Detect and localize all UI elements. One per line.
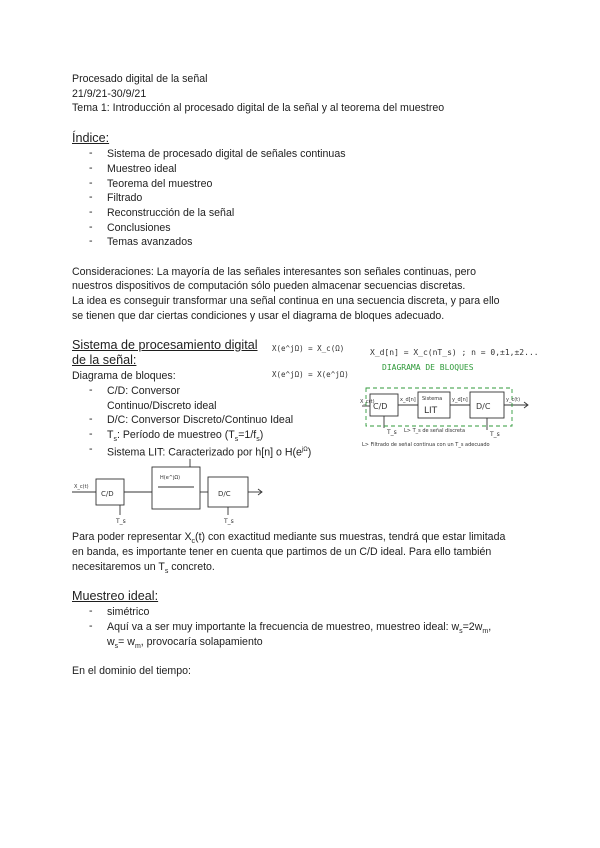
paragraph-line: Para poder representar $X_c(t)$ con exactitud mediante sus muestras, tendrá que estar limitada [72, 531, 506, 546]
sampling-item: Aquí va a ser muy importante la frecuencia de muestreo, muestreo ideal: $w_s=2w_m$, [107, 621, 492, 636]
handwritten-note: X(e^jΩ) = X_c(Ω) [272, 344, 345, 353]
considerations-line: La idea es conseguir transformar una señal continua en una secuencia discreta, y para ello [72, 295, 500, 307]
small-label-ts: T_s [116, 518, 126, 525]
doc-dates: 21/9/21-30/9/21 [72, 88, 147, 100]
system-item-cd-cont: Continuo/Discreto ideal [107, 400, 217, 412]
small-block-diagram-sketch [72, 457, 272, 525]
considerations-line: Consideraciones: La mayoría de las señales interesantes son señales continuas, pero [72, 266, 476, 278]
time-domain-heading: En el dominio del tiempo: [72, 665, 191, 677]
block-lit-label: LIT [424, 406, 438, 416]
small-label-h: H(e^jΩ) [160, 475, 181, 481]
system-item-ts: $T_s$: Período de muestreo $(T_s=1/f_s)$ [107, 429, 264, 444]
index-item: Filtrado [107, 192, 143, 204]
doc-topic: Tema 1: Introducción al procesado digital de la señal y al teorema del muestreo [72, 102, 445, 114]
bullet-dash: - [89, 384, 93, 396]
label-yc: y_c(t) [506, 397, 521, 403]
sampling-item: simétrico [107, 606, 150, 618]
note-bottom-1: L> T_s de señal discreta [404, 428, 466, 434]
index-item: Temas avanzados [107, 236, 193, 248]
index-item: Conclusiones [107, 222, 171, 234]
label-xc: X_c(t) [360, 399, 375, 405]
bullet-dash: - [89, 413, 93, 425]
handwritten-note: X_d[n] = X_c(nT_s) ; n = 0,±1,±2... [370, 348, 539, 357]
bullet-dash: - [89, 221, 93, 233]
small-block-cd: C/D [101, 490, 114, 498]
bullet-dash: - [89, 235, 93, 247]
considerations-line: se tienen que dar ciertas condiciones y usar el diagrama de bloques adecuado. [72, 310, 445, 322]
bullet-dash: - [89, 428, 93, 440]
bullet-dash: - [89, 162, 93, 174]
index-item: Muestreo ideal [107, 163, 177, 175]
block-dc-label: D/C [476, 402, 491, 411]
bullet-dash: - [89, 443, 93, 455]
block-cd-label: C/D [373, 402, 388, 411]
considerations-line: nuestros dispositivos de computación sólo pueden almacenar secuencias discretas. [72, 280, 466, 292]
paragraph-line: necesitaremos un $T_s$ concreto. [72, 561, 215, 576]
label-xd: x_d[n] [400, 397, 416, 403]
doc-title: Procesado digital de la señal [72, 73, 208, 85]
system-heading-2: de la señal: [72, 353, 137, 367]
diagram-label: Diagrama de bloques: [72, 370, 176, 382]
handwritten-note: X(e^jΩ) = X(e^jΩ) [272, 370, 349, 379]
small-label-ts-2: T_s [224, 518, 234, 525]
sampling-heading: Muestreo ideal: [72, 589, 159, 603]
label-ts-2: T_s [490, 431, 500, 438]
bullet-dash: - [89, 191, 93, 203]
label-ts: T_s [387, 429, 397, 436]
label-yd: y_d[n] [452, 397, 468, 403]
system-heading: Sistema de procesamiento digital [72, 338, 258, 352]
block-lit [152, 467, 200, 509]
bullet-dash: - [89, 177, 93, 189]
bullet-dash: - [89, 147, 93, 159]
small-block-dc: D/C [218, 490, 231, 498]
note-bottom-2: L> Filtrado de señal continua con un T_s adecuado [362, 442, 490, 448]
block-diagram-sketch [360, 376, 535, 456]
bullet-dash: - [89, 206, 93, 218]
block-lit-top-label: Sistema [422, 396, 443, 402]
sampling-item-cont: $w_s= w_m$, provocaría solapamiento [107, 636, 263, 651]
small-label-xc: X_c(t) [74, 484, 89, 490]
bullet-dash: - [89, 620, 93, 632]
index-item: Sistema de procesado digital de señales continuas [107, 148, 346, 160]
index-item: Teorema del muestreo [107, 178, 213, 190]
system-item-cd: C/D: Conversor [107, 385, 180, 397]
index-heading: Índice: [72, 131, 110, 145]
paragraph-line: en banda, es importante tener en cuenta que partimos de un C/D ideal. Para ello también [72, 546, 492, 558]
system-item-lit: Sistema LIT: Caracterizado por h[n] o $H(e^{j\Omega})$ [107, 446, 312, 459]
bullet-dash: - [89, 605, 93, 617]
index-item: Reconstrucción de la señal [107, 207, 235, 219]
handwritten-heading: DIAGRAMA DE BLOQUES [382, 363, 474, 372]
system-item-dc: D/C: Conversor Discreto/Continuo Ideal [107, 414, 294, 426]
